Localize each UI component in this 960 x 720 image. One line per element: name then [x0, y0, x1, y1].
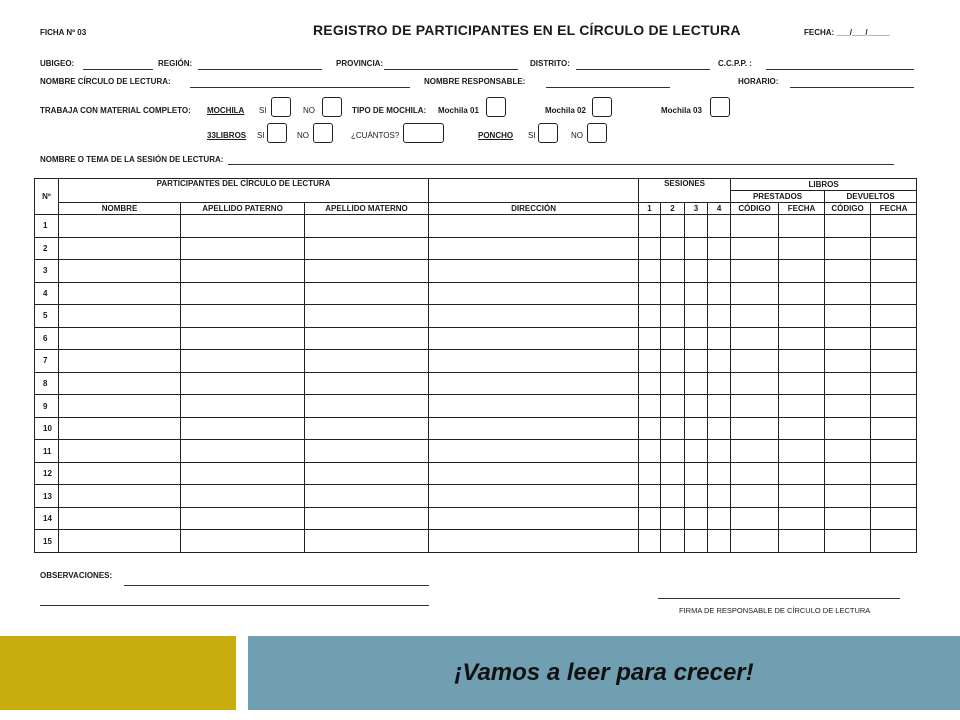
table-cell[interactable] — [825, 462, 871, 485]
table-cell[interactable] — [661, 417, 685, 440]
table-cell[interactable] — [639, 530, 661, 553]
mochila01-label: Mochila 01 — [438, 106, 479, 115]
page-title: REGISTRO DE PARTICIPANTES EN EL CÍRCULO DE LECTURA — [313, 22, 741, 38]
table-cell[interactable] — [685, 507, 708, 530]
sesion-2-header: 2 — [661, 203, 685, 215]
table-cell[interactable] — [708, 350, 731, 373]
table-cell[interactable] — [59, 327, 181, 350]
table-cell[interactable] — [779, 237, 825, 260]
poncho-si-checkbox[interactable] — [538, 123, 558, 143]
table-cell[interactable] — [871, 350, 917, 373]
table-cell[interactable] — [871, 507, 917, 530]
table-cell[interactable] — [181, 372, 305, 395]
table-cell[interactable] — [305, 530, 429, 553]
table-cell[interactable] — [731, 350, 779, 373]
libros-si-checkbox[interactable] — [267, 123, 287, 143]
table-cell[interactable] — [429, 260, 639, 283]
table-cell[interactable] — [685, 395, 708, 418]
table-cell[interactable] — [779, 260, 825, 283]
table-cell[interactable] — [708, 327, 731, 350]
table-cell[interactable] — [661, 507, 685, 530]
table-cell[interactable] — [305, 417, 429, 440]
distrito-field[interactable] — [576, 69, 710, 70]
table-row — [35, 237, 917, 260]
table-cell[interactable] — [708, 305, 731, 328]
nombre-circulo-label: NOMBRE CÍRCULO DE LECTURA: — [40, 77, 171, 86]
table-cell[interactable] — [59, 282, 181, 305]
table-cell[interactable] — [825, 237, 871, 260]
table-cell[interactable] — [305, 440, 429, 463]
fecha-label-text: FECHA: — [804, 28, 835, 37]
table-cell[interactable] — [708, 507, 731, 530]
table-cell[interactable] — [731, 440, 779, 463]
table-cell[interactable] — [59, 237, 181, 260]
table-cell[interactable] — [779, 462, 825, 485]
table-cell[interactable] — [429, 215, 639, 238]
table-cell[interactable] — [429, 372, 639, 395]
poncho-label: PONCHO — [478, 131, 514, 140]
ubigeo-field[interactable] — [83, 69, 153, 70]
table-cell[interactable] — [871, 215, 917, 238]
table-cell[interactable] — [685, 485, 708, 508]
table-cell[interactable] — [59, 260, 181, 283]
table-cell[interactable] — [731, 237, 779, 260]
table-cell[interactable] — [429, 507, 639, 530]
table-cell[interactable] — [59, 530, 181, 553]
table-cell[interactable] — [59, 440, 181, 463]
mochila03-label: Mochila 03 — [661, 106, 702, 115]
table-cell[interactable] — [181, 327, 305, 350]
table-cell[interactable] — [708, 395, 731, 418]
table-cell[interactable] — [661, 350, 685, 373]
row-number: 7 — [35, 350, 59, 373]
table-cell[interactable] — [731, 305, 779, 328]
table-cell[interactable] — [181, 485, 305, 508]
row-number: 11 — [35, 440, 59, 463]
firma-line[interactable] — [658, 598, 900, 599]
table-cell[interactable] — [685, 305, 708, 328]
table-cell[interactable] — [661, 237, 685, 260]
mochila02-checkbox[interactable] — [592, 97, 612, 117]
table-cell[interactable] — [685, 327, 708, 350]
table-cell[interactable] — [639, 327, 661, 350]
table-cell[interactable] — [779, 485, 825, 508]
num-header: Nº — [35, 179, 59, 215]
fecha-prestado-header: FECHA — [779, 203, 825, 215]
table-cell[interactable] — [429, 282, 639, 305]
observaciones-field-line-2[interactable] — [40, 605, 429, 606]
nombre-responsable-field[interactable] — [546, 87, 670, 88]
row-number: 1 — [35, 215, 59, 238]
table-cell[interactable] — [181, 417, 305, 440]
table-cell[interactable] — [661, 327, 685, 350]
sesion-3-header: 3 — [685, 203, 708, 215]
table-cell[interactable] — [779, 507, 825, 530]
table-row — [35, 350, 917, 373]
table-row — [35, 282, 917, 305]
table-cell[interactable] — [639, 237, 661, 260]
participants-table-body — [35, 215, 917, 553]
table-cell[interactable] — [661, 305, 685, 328]
table-cell[interactable] — [708, 215, 731, 238]
table-cell[interactable] — [429, 395, 639, 418]
table-row — [35, 372, 917, 395]
table-row — [35, 305, 917, 328]
table-cell[interactable] — [731, 417, 779, 440]
table-cell[interactable] — [779, 215, 825, 238]
mochila-no-checkbox[interactable] — [322, 97, 342, 117]
table-cell[interactable] — [59, 305, 181, 328]
sesion-1-header: 1 — [639, 203, 661, 215]
table-cell[interactable] — [825, 282, 871, 305]
mochila01-checkbox[interactable] — [486, 97, 506, 117]
row-number: 4 — [35, 282, 59, 305]
trabaja-material-label: TRABAJA CON MATERIAL COMPLETO: — [40, 106, 191, 115]
table-cell[interactable] — [59, 507, 181, 530]
table-cell[interactable] — [871, 372, 917, 395]
table-cell[interactable] — [181, 395, 305, 418]
table-cell[interactable] — [639, 260, 661, 283]
table-cell[interactable] — [871, 417, 917, 440]
table-cell[interactable] — [59, 395, 181, 418]
observaciones-label: OBSERVACIONES: — [40, 571, 113, 580]
table-cell[interactable] — [779, 395, 825, 418]
table-cell[interactable] — [59, 372, 181, 395]
ficha-number: FICHA Nº 03 — [40, 28, 87, 37]
table-cell[interactable] — [731, 530, 779, 553]
participants-table — [34, 178, 917, 553]
codigo-devuelto-header: CÓDIGO — [825, 203, 871, 215]
table-cell[interactable] — [731, 372, 779, 395]
nombre-header: NOMBRE — [59, 203, 181, 215]
row-number: 6 — [35, 327, 59, 350]
footer-banner — [248, 636, 960, 710]
table-cell[interactable] — [871, 462, 917, 485]
table-cell[interactable] — [871, 485, 917, 508]
table-cell[interactable] — [661, 485, 685, 508]
table-cell[interactable] — [708, 282, 731, 305]
table-cell[interactable] — [305, 395, 429, 418]
table-cell[interactable] — [708, 417, 731, 440]
table-row — [35, 260, 917, 283]
table-cell[interactable] — [305, 282, 429, 305]
table-cell[interactable] — [708, 530, 731, 553]
observaciones-field[interactable] — [124, 585, 429, 586]
table-cell[interactable] — [181, 440, 305, 463]
table-cell[interactable] — [639, 507, 661, 530]
table-cell[interactable] — [685, 350, 708, 373]
table-row — [35, 215, 917, 238]
firma-label: FIRMA DE RESPONSABLE DE CÍRCULO DE LECTURA — [679, 606, 871, 615]
table-cell[interactable] — [731, 260, 779, 283]
table-cell[interactable] — [825, 440, 871, 463]
row-number: 14 — [35, 507, 59, 530]
row-number: 15 — [35, 530, 59, 553]
ccpp-field[interactable] — [766, 69, 914, 70]
mochila-si-checkbox[interactable] — [271, 97, 291, 117]
table-cell[interactable] — [731, 215, 779, 238]
table-cell[interactable] — [181, 282, 305, 305]
table-cell[interactable] — [181, 237, 305, 260]
fecha-value: ___/___/_____ — [836, 28, 890, 37]
libros-header: LIBROS — [731, 179, 917, 191]
table-cell[interactable] — [661, 395, 685, 418]
table-cell[interactable] — [305, 237, 429, 260]
table-cell[interactable] — [181, 350, 305, 373]
table-cell[interactable] — [825, 530, 871, 553]
table-cell[interactable] — [779, 327, 825, 350]
libros-no-label: NO — [297, 131, 309, 140]
mochila03-checkbox[interactable] — [710, 97, 730, 117]
row-number: 9 — [35, 395, 59, 418]
table-cell[interactable] — [825, 372, 871, 395]
row-number: 8 — [35, 372, 59, 395]
table-cell[interactable] — [639, 440, 661, 463]
cuantos-input[interactable] — [403, 123, 444, 143]
table-cell[interactable] — [779, 282, 825, 305]
table-cell[interactable] — [661, 440, 685, 463]
row-number: 12 — [35, 462, 59, 485]
table-cell[interactable] — [305, 260, 429, 283]
table-cell[interactable] — [779, 372, 825, 395]
table-cell[interactable] — [639, 350, 661, 373]
slogan: ¡Vamos a leer para crecer! — [454, 659, 754, 686]
fecha-devuelto-header: FECHA — [871, 203, 917, 215]
table-cell[interactable] — [685, 417, 708, 440]
table-row — [35, 440, 917, 463]
table-cell[interactable] — [871, 237, 917, 260]
distrito-label: DISTRITO: — [530, 59, 570, 68]
poncho-no-label: NO — [571, 131, 583, 140]
table-cell[interactable] — [825, 507, 871, 530]
table-cell[interactable] — [825, 215, 871, 238]
table-cell[interactable] — [639, 372, 661, 395]
table-cell[interactable] — [708, 440, 731, 463]
table-cell[interactable] — [779, 530, 825, 553]
tipo-mochila-label: TIPO DE MOCHILA: — [352, 106, 427, 115]
ubigeo-label: UBIGEO: — [40, 59, 75, 68]
table-cell[interactable] — [685, 260, 708, 283]
table-cell[interactable] — [708, 462, 731, 485]
region-field[interactable] — [198, 69, 322, 70]
direccion-group-header — [429, 179, 639, 203]
mochila-label: MOCHILA — [207, 106, 245, 115]
nombre-responsable-label: NOMBRE RESPONSABLE: — [424, 77, 526, 86]
table-row — [35, 417, 917, 440]
table-cell[interactable] — [429, 462, 639, 485]
poncho-si-label: SI — [528, 131, 536, 140]
table-cell[interactable] — [708, 372, 731, 395]
table-cell[interactable] — [661, 462, 685, 485]
row-number: 10 — [35, 417, 59, 440]
table-cell[interactable] — [685, 462, 708, 485]
table-cell[interactable] — [685, 530, 708, 553]
table-cell[interactable] — [305, 215, 429, 238]
table-cell[interactable] — [305, 485, 429, 508]
table-cell[interactable] — [825, 417, 871, 440]
table-cell[interactable] — [429, 305, 639, 328]
table-cell[interactable] — [305, 327, 429, 350]
table-cell[interactable] — [779, 440, 825, 463]
table-cell[interactable] — [825, 395, 871, 418]
table-cell[interactable] — [825, 485, 871, 508]
table-cell[interactable] — [731, 395, 779, 418]
libros-no-checkbox[interactable] — [313, 123, 333, 143]
nombre-tema-label: NOMBRE O TEMA DE LA SESIÓN DE LECTURA: — [40, 155, 224, 164]
horario-label: HORARIO: — [738, 77, 779, 86]
table-cell[interactable] — [639, 417, 661, 440]
table-cell[interactable] — [661, 260, 685, 283]
table-cell[interactable] — [825, 305, 871, 328]
table-cell[interactable] — [685, 215, 708, 238]
table-cell[interactable] — [825, 350, 871, 373]
table-cell[interactable] — [181, 260, 305, 283]
table-cell[interactable] — [661, 215, 685, 238]
table-cell[interactable] — [59, 462, 181, 485]
codigo-prestado-header: CÓDIGO — [731, 203, 779, 215]
mochila-no-label: NO — [303, 106, 315, 115]
table-cell[interactable] — [181, 507, 305, 530]
table-row — [35, 395, 917, 418]
table-cell[interactable] — [731, 485, 779, 508]
table-cell[interactable] — [59, 417, 181, 440]
table-cell[interactable] — [685, 372, 708, 395]
devueltos-header: DEVUELTOS — [825, 191, 917, 203]
table-cell[interactable] — [181, 530, 305, 553]
table-cell[interactable] — [871, 440, 917, 463]
table-cell[interactable] — [685, 282, 708, 305]
table-cell[interactable] — [305, 372, 429, 395]
table-cell[interactable] — [429, 530, 639, 553]
row-number: 13 — [35, 485, 59, 508]
table-cell[interactable] — [639, 485, 661, 508]
table-cell[interactable] — [708, 237, 731, 260]
table-cell[interactable] — [181, 215, 305, 238]
table-row — [35, 485, 917, 508]
participantes-header: PARTICIPANTES DEL CÍRCULO DE LECTURA — [59, 179, 429, 203]
nombre-tema-field[interactable] — [228, 164, 894, 165]
table-cell[interactable] — [59, 485, 181, 508]
table-cell[interactable] — [871, 282, 917, 305]
table-cell[interactable] — [731, 507, 779, 530]
table-cell[interactable] — [661, 372, 685, 395]
provincia-label: PROVINCIA: — [336, 59, 384, 68]
table-cell[interactable] — [731, 282, 779, 305]
table-cell[interactable] — [639, 462, 661, 485]
provincia-field[interactable] — [384, 69, 518, 70]
table-cell[interactable] — [871, 395, 917, 418]
table-cell[interactable] — [305, 462, 429, 485]
table-cell[interactable] — [779, 417, 825, 440]
table-cell[interactable] — [305, 350, 429, 373]
table-cell[interactable] — [429, 327, 639, 350]
table-cell[interactable] — [429, 417, 639, 440]
table-cell[interactable] — [59, 215, 181, 238]
table-cell[interactable] — [685, 440, 708, 463]
horario-field[interactable] — [790, 87, 914, 88]
row-number: 5 — [35, 305, 59, 328]
sesiones-header: SESIONES — [639, 179, 731, 203]
table-cell[interactable] — [871, 305, 917, 328]
table-cell[interactable] — [708, 260, 731, 283]
apellido-paterno-header: APELLIDO PATERNO — [181, 203, 305, 215]
libros-si-label: SI — [257, 131, 265, 140]
table-cell[interactable] — [685, 237, 708, 260]
mochila02-label: Mochila 02 — [545, 106, 586, 115]
table-cell[interactable] — [825, 327, 871, 350]
table-cell[interactable] — [731, 462, 779, 485]
sesion-4-header: 4 — [708, 203, 731, 215]
table-cell[interactable] — [429, 237, 639, 260]
row-number: 2 — [35, 237, 59, 260]
table-cell[interactable] — [779, 350, 825, 373]
table-cell[interactable] — [59, 350, 181, 373]
apellido-materno-header: APELLIDO MATERNO — [305, 203, 429, 215]
table-cell[interactable] — [305, 305, 429, 328]
table-row — [35, 462, 917, 485]
table-cell[interactable] — [871, 530, 917, 553]
mochila-si-label: SI — [259, 106, 267, 115]
table-cell[interactable] — [825, 260, 871, 283]
table-cell[interactable] — [661, 530, 685, 553]
prestados-header: PRESTADOS — [731, 191, 825, 203]
table-cell[interactable] — [871, 327, 917, 350]
table-cell[interactable] — [181, 305, 305, 328]
table-cell[interactable] — [708, 485, 731, 508]
fecha-label — [804, 28, 890, 37]
poncho-no-checkbox[interactable] — [587, 123, 607, 143]
table-row — [35, 327, 917, 350]
table-cell[interactable] — [871, 260, 917, 283]
table-cell[interactable] — [639, 282, 661, 305]
table-row — [35, 530, 917, 553]
region-label: REGIÓN: — [158, 59, 193, 68]
table-cell[interactable] — [639, 305, 661, 328]
table-cell[interactable] — [779, 305, 825, 328]
table-cell[interactable] — [181, 462, 305, 485]
libros33-label: 33LIBROS — [207, 131, 247, 140]
table-cell[interactable] — [305, 507, 429, 530]
nombre-circulo-field[interactable] — [190, 87, 410, 88]
row-number: 3 — [35, 260, 59, 283]
ccpp-label: C.C.P.P. : — [718, 59, 752, 68]
cuantos-label: ¿CUÁNTOS? — [351, 131, 400, 140]
direccion-header: DIRECCIÓN — [429, 203, 639, 215]
table-cell[interactable] — [639, 215, 661, 238]
table-cell[interactable] — [429, 350, 639, 373]
table-cell[interactable] — [429, 440, 639, 463]
table-cell[interactable] — [429, 485, 639, 508]
table-cell[interactable] — [661, 282, 685, 305]
table-row — [35, 507, 917, 530]
footer-accent-block — [0, 636, 236, 710]
table-cell[interactable] — [731, 327, 779, 350]
table-cell[interactable] — [639, 395, 661, 418]
